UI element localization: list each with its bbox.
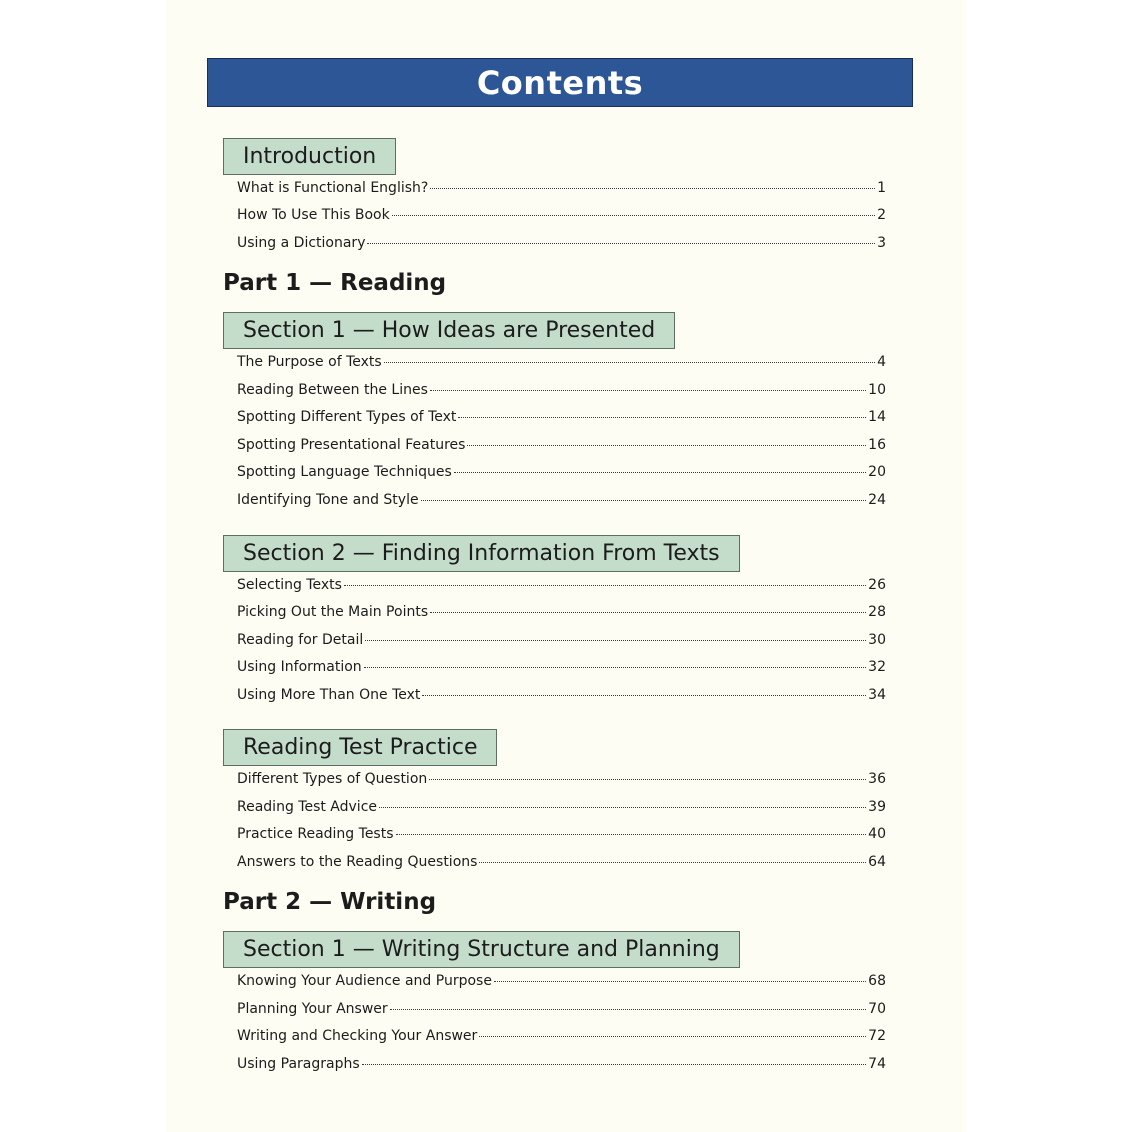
dot-leader [344,585,866,586]
toc-entry[interactable] [237,464,886,484]
toc-entry-page: 34 [868,687,886,703]
toc-entry-label: Reading Test Advice [237,799,377,815]
dot-leader [396,834,867,835]
toc-entry-page: 70 [868,1001,886,1017]
toc-entry-label: Selecting Texts [237,577,342,593]
toc-entry[interactable] [237,973,886,993]
toc-entry-label: Planning Your Answer [237,1001,388,1017]
toc-entry-page: 2 [877,207,886,223]
toc-entry-page: 4 [877,354,886,370]
dot-leader [454,472,866,473]
toc-entry-page: 16 [868,437,886,453]
page-title: Contents [207,58,913,107]
toc-entry[interactable] [237,632,886,652]
toc-entry[interactable] [237,659,886,679]
dot-leader [367,243,875,244]
toc-entry-page: 10 [868,382,886,398]
toc-entry-label: Writing and Checking Your Answer [237,1028,478,1044]
dot-leader [390,1009,867,1010]
toc-entry-label: How To Use This Book [237,207,390,223]
dot-leader [458,417,866,418]
dot-leader [430,188,875,189]
toc-entry[interactable] [237,771,886,791]
part-2-heading: Part 2 — Writing [223,889,437,915]
toc-entry-label: Using Information [237,659,362,675]
section-heading-part2-section1: Section 1 — Writing Structure and Planning [223,931,740,968]
dot-leader [384,362,875,363]
toc-entry-page: 24 [868,492,886,508]
toc-entry-page: 30 [868,632,886,648]
dot-leader [479,1036,866,1037]
toc-entry-page: 74 [868,1056,886,1072]
toc-entry-label: Identifying Tone and Style [237,492,419,508]
toc-entry-page: 64 [868,854,886,870]
toc-entry-page: 3 [877,235,886,251]
toc-entry[interactable] [237,235,886,255]
toc-entry[interactable] [237,687,886,707]
toc-entry-label: Using More Than One Text [237,687,421,703]
toc-entry-label: Picking Out the Main Points [237,604,429,620]
toc-entry-page: 1 [877,180,886,196]
dot-leader [479,862,866,863]
dot-leader [362,1064,867,1065]
toc-entry[interactable] [237,207,886,227]
toc-entry[interactable] [237,437,886,457]
section-heading-part1-section1: Section 1 — How Ideas are Presented [223,312,675,349]
toc-entry[interactable] [237,854,886,874]
toc-entry-page: 68 [868,973,886,989]
toc-entry-page: 32 [868,659,886,675]
section-heading-part1-section2: Section 2 — Finding Information From Texts [223,535,740,572]
dot-leader [365,640,866,641]
toc-entry-label: Practice Reading Tests [237,826,394,842]
dot-leader [430,612,866,613]
toc-entry-label: Spotting Different Types of Text [237,409,457,425]
part-1-heading: Part 1 — Reading [223,270,447,296]
toc-entry[interactable] [237,1056,886,1076]
toc-entry-page: 72 [868,1028,886,1044]
dot-leader [364,667,866,668]
toc-entry-label: Spotting Presentational Features [237,437,466,453]
dot-leader [379,807,866,808]
toc-entry-label: Spotting Language Techniques [237,464,452,480]
toc-entry[interactable] [237,382,886,402]
toc-entry-page: 28 [868,604,886,620]
toc-entry-page: 26 [868,577,886,593]
dot-leader [429,779,866,780]
toc-entry-label: Using a Dictionary [237,235,366,251]
toc-entry-label: Knowing Your Audience and Purpose [237,973,492,989]
toc-entry[interactable] [237,1028,886,1048]
toc-entry[interactable] [237,577,886,597]
dot-leader [421,500,867,501]
toc-entry[interactable] [237,826,886,846]
dot-leader [467,445,866,446]
section-heading-reading-test-practice: Reading Test Practice [223,729,497,766]
toc-entry[interactable] [237,180,886,200]
toc-entry-page: 36 [868,771,886,787]
toc-entry-label: What is Functional English? [237,180,429,196]
section-heading-introduction: Introduction [223,138,396,175]
toc-entry[interactable] [237,409,886,429]
toc-entry-label: The Purpose of Texts [237,354,382,370]
toc-entry-page: 39 [868,799,886,815]
toc-entry[interactable] [237,354,886,374]
toc-entry-page: 14 [868,409,886,425]
dot-leader [422,695,866,696]
toc-entry[interactable] [237,492,886,512]
dot-leader [392,215,875,216]
toc-entry-page: 20 [868,464,886,480]
toc-entry-label: Using Paragraphs [237,1056,360,1072]
toc-entry-label: Reading Between the Lines [237,382,428,398]
toc-entry[interactable] [237,799,886,819]
dot-leader [494,981,866,982]
toc-entry-label: Answers to the Reading Questions [237,854,478,870]
dot-leader [430,390,866,391]
toc-entry-page: 40 [868,826,886,842]
toc-entry[interactable] [237,604,886,624]
toc-entry[interactable] [237,1001,886,1021]
toc-entry-label: Different Types of Question [237,771,428,787]
toc-entry-label: Reading for Detail [237,632,364,648]
